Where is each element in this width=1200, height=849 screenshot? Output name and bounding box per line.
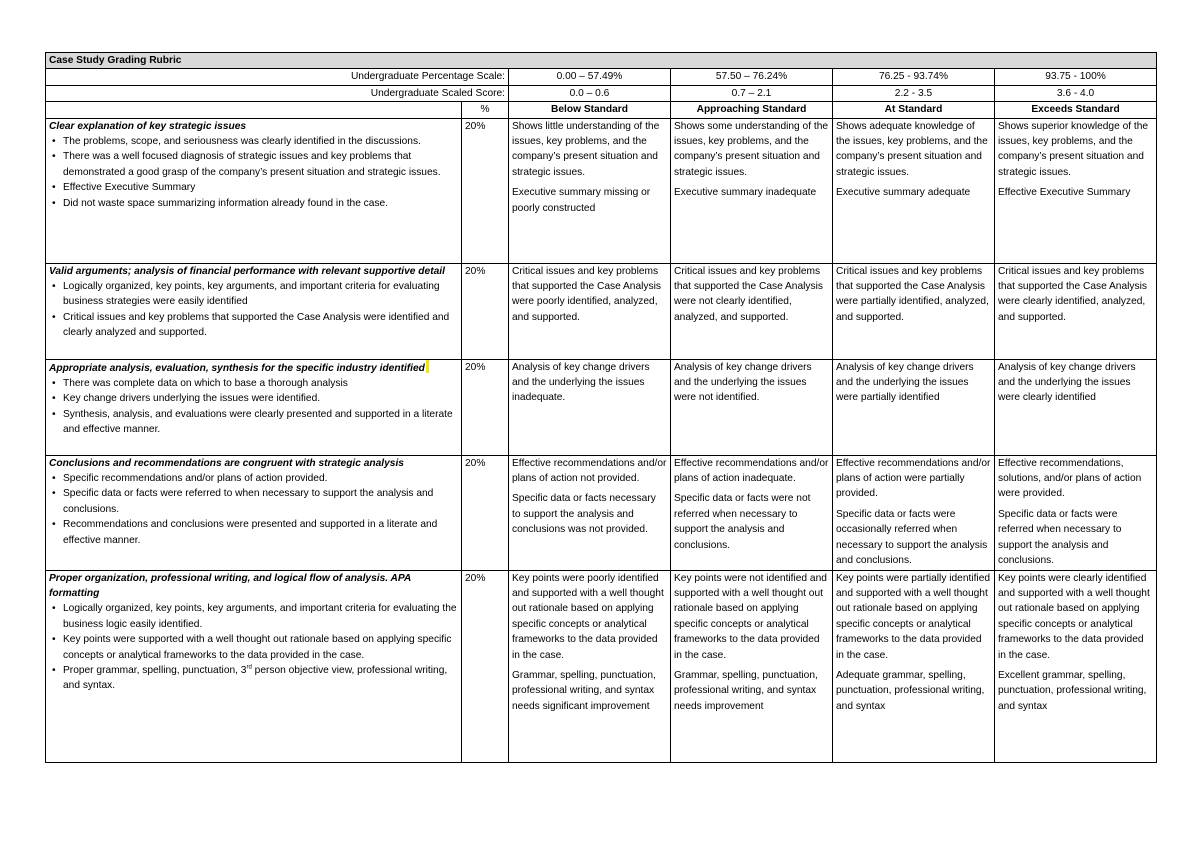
level-text: Specific data or facts necessary to support the analysis and conclusions was not provided. (512, 493, 656, 536)
percentage-scale-row (46, 69, 1157, 85)
criterion-bullet: • The problems, scope, and seriousness was clearly identified in the discussions. (49, 134, 458, 149)
level-cell (833, 570, 995, 762)
header-level: At Standard (833, 102, 995, 118)
criterion-title-text: Appropriate analysis, evaluation, synthesis for the specific industry identified (49, 362, 425, 374)
level-cell (671, 359, 833, 455)
scale-value: 57.50 – 76.24% (671, 69, 833, 85)
level-text: Critical issues and key problems that supported the Case Analysis were poorly identified, analyzed, and supported. (512, 265, 661, 323)
level-text: Specific data or facts were occasionally referred when necessary to support the analysis and conclusions. (836, 508, 988, 567)
scale-label: Undergraduate Scaled Score: (46, 85, 509, 101)
criterion-cell (46, 359, 462, 455)
level-text: Specific data or facts were referred when necessary to support the analysis and conclusions. (998, 508, 1122, 567)
level-cell (509, 263, 671, 359)
criterion-bullet: • Did not waste space summarizing information already found in the case. (49, 196, 458, 211)
level-text: Specific data or facts were not referred when necessary to support the analysis and conclusions. (674, 493, 811, 551)
grading-rubric-table (45, 52, 1157, 763)
criterion-title (49, 360, 458, 376)
level-text: Executive summary adequate (836, 187, 971, 199)
level-cell (995, 263, 1157, 359)
criterion-bullet: • Key points were supported with a well thought out rationale based on applying specific concepts or analytical frameworks to the data provided in the case. (49, 632, 458, 663)
level-text: Grammar, spelling, punctuation, professional writing, and syntax needs improvement (674, 670, 818, 712)
scale-value: 76.25 - 93.74% (833, 69, 995, 85)
scale-value: 0.00 – 57.49% (509, 69, 671, 85)
level-text: Key points were partially identified and supported with a well thought out rationale based on applying specific concepts or analytical frameworks to the data provided in the case. (836, 572, 991, 661)
criterion-bullet: • Logically organized, key points, key arguments, and important criteria for evaluating business strategies were easily identified (49, 279, 458, 310)
criterion-bullet: • Specific recommendations and/or plans of action provided. (49, 471, 458, 486)
level-text: Grammar, spelling, punctuation, professional writing, and syntax needs significant improvement (512, 670, 656, 712)
level-cell (833, 118, 995, 263)
level-text: Analysis of key change drivers and the underlying the issues were partially identified (836, 361, 974, 404)
rubric-title: Case Study Grading Rubric (46, 53, 1157, 69)
scale-value: 3.6 - 4.0 (995, 85, 1157, 101)
level-cell (671, 118, 833, 263)
level-text: Critical issues and key problems that supported the Case Analysis were not clearly identified, analyzed, and supported. (674, 265, 823, 323)
criterion-bullet: • Critical issues and key problems that supported the Case Analysis were identified and clearly analyzed and supported. (49, 310, 458, 341)
criterion-bullet: • Key change drivers underlying the issues were identified. (49, 391, 458, 406)
criterion-row (46, 570, 1157, 762)
criterion-bullets (49, 134, 458, 211)
criterion-bullet: • There was a well focused diagnosis of strategic issues and key problems that demonstrated a good grasp of the company’s present situation and strategic issues. (49, 149, 458, 180)
header-percent: % (462, 102, 509, 118)
criterion-bullets (49, 601, 458, 693)
criterion-title: Conclusions and recommendations are congruent with strategic analysis (49, 457, 404, 469)
criterion-bullet: • There was complete data on which to base a thorough analysis (49, 376, 458, 391)
level-text: Effective Executive Summary (998, 187, 1131, 199)
level-text: Executive summary missing or poorly constructed (512, 187, 651, 214)
criterion-title: Clear explanation of key strategic issues (49, 120, 247, 132)
level-cell (833, 455, 995, 570)
criterion-bullet: • Recommendations and conclusions were presented and supported in a literate and effective manner. (49, 517, 458, 548)
criterion-row (46, 455, 1157, 570)
ordinal-suffix: rd (246, 664, 252, 671)
criterion-row (46, 359, 1157, 455)
level-cell (509, 118, 671, 263)
scale-value: 2.2 - 3.5 (833, 85, 995, 101)
scale-label: Undergraduate Percentage Scale: (46, 69, 509, 85)
level-text: Shows adequate knowledge of the issues, key problems, and the company’s present situation and strategic issues. (836, 120, 988, 178)
scaled-score-row (46, 85, 1157, 101)
criterion-bullets (49, 376, 458, 438)
level-cell (833, 359, 995, 455)
level-text: Effective recommendations and/or plans of action not provided. (512, 457, 667, 485)
criterion-weight: 20% (462, 359, 509, 455)
level-text: Analysis of key change drivers and the underlying the issues were not identified. (674, 361, 812, 404)
criterion-bullets (49, 471, 458, 548)
level-text: Adequate grammar, spelling, punctuation, professional writing, and syntax (836, 670, 985, 712)
level-text: Executive summary inadequate (674, 187, 817, 199)
criterion-row (46, 263, 1157, 359)
level-cell (995, 359, 1157, 455)
criterion-weight: 20% (462, 570, 509, 762)
level-cell (671, 455, 833, 570)
level-text: Key points were not identified and supported with a well thought out rationale based on applying specific concepts or analytical frameworks to the data provided in the case. (674, 572, 827, 661)
level-cell (995, 455, 1157, 570)
criterion-bullet: • Logically organized, key points, key arguments, and important criteria for evaluating the business logic easily identified. (49, 601, 458, 632)
level-text: Critical issues and key problems that supported the Case Analysis were clearly identified, analyzed, and supported. (998, 265, 1147, 323)
level-text: Shows superior knowledge of the issues, key problems, and the company’s present situation and strategic issues. (998, 120, 1149, 178)
header-level: Below Standard (509, 102, 671, 118)
criterion-title: Valid arguments; analysis of financial performance with relevant supportive detail (49, 265, 445, 277)
text-cursor-highlight (426, 360, 429, 373)
level-text: Excellent grammar, spelling, punctuation, professional writing, and syntax (998, 670, 1147, 712)
level-text: Shows some understanding of the issues, key problems, and the company’s present situation and strategic issues. (674, 120, 829, 178)
level-text: Analysis of key change drivers and the underlying the issues were clearly identified (998, 361, 1136, 404)
level-cell (671, 570, 833, 762)
level-text: Critical issues and key problems that supported the Case Analysis were partially identified, analyzed, and supported. (836, 265, 989, 323)
criterion-cell (46, 118, 462, 263)
criterion-cell (46, 455, 462, 570)
level-cell (509, 570, 671, 762)
criterion-weight: 20% (462, 263, 509, 359)
level-text: Effective recommendations, solutions, and/or plans of action were provided. (998, 457, 1142, 500)
criterion-title: Proper organization, professional writing, and logical flow of analysis. APA formatting (49, 572, 411, 600)
scale-value: 0.7 – 2.1 (671, 85, 833, 101)
level-text: Key points were poorly identified and supported with a well thought out rationale based on applying specific concepts or analytical frameworks to the data provided in the case. (512, 572, 664, 661)
level-cell (509, 455, 671, 570)
criterion-weight: 20% (462, 455, 509, 570)
criterion-bullets (49, 279, 458, 341)
header-row (46, 102, 1157, 118)
level-cell (995, 118, 1157, 263)
header-level: Exceeds Standard (995, 102, 1157, 118)
header-level: Approaching Standard (671, 102, 833, 118)
level-cell (671, 263, 833, 359)
level-text: Shows little understanding of the issues, key problems, and the company’s present situation and strategic issues. (512, 120, 660, 178)
title-row (46, 53, 1157, 69)
level-cell (995, 570, 1157, 762)
level-text: Analysis of key change drivers and the underlying the issues inadequate. (512, 361, 650, 404)
level-text: Key points were clearly identified and supported with a well thought out rationale based on applying specific concepts or analytical frameworks to the data provided in the case. (998, 572, 1150, 661)
criterion-bullet: • Effective Executive Summary (49, 180, 458, 195)
criterion-row (46, 118, 1157, 263)
level-cell (509, 359, 671, 455)
criterion-bullet: • Synthesis, analysis, and evaluations were clearly presented and supported in a literate and effective manner. (49, 407, 458, 438)
level-cell (833, 263, 995, 359)
scale-value: 0.0 – 0.6 (509, 85, 671, 101)
criterion-weight: 20% (462, 118, 509, 263)
level-text: Effective recommendations and/or plans of action inadequate. (674, 457, 829, 485)
header-empty-cell (46, 102, 462, 118)
criterion-cell (46, 570, 462, 762)
criterion-bullet: • Specific data or facts were referred to when necessary to support the analysis and conclusions. (49, 486, 458, 517)
criterion-bullet: • Proper grammar, spelling, punctuation, 3rd person objective view, professional writing, and syntax. (49, 663, 458, 694)
scale-value: 93.75 - 100% (995, 69, 1157, 85)
criterion-cell (46, 263, 462, 359)
level-text: Effective recommendations and/or plans of action were partially provided. (836, 457, 991, 500)
